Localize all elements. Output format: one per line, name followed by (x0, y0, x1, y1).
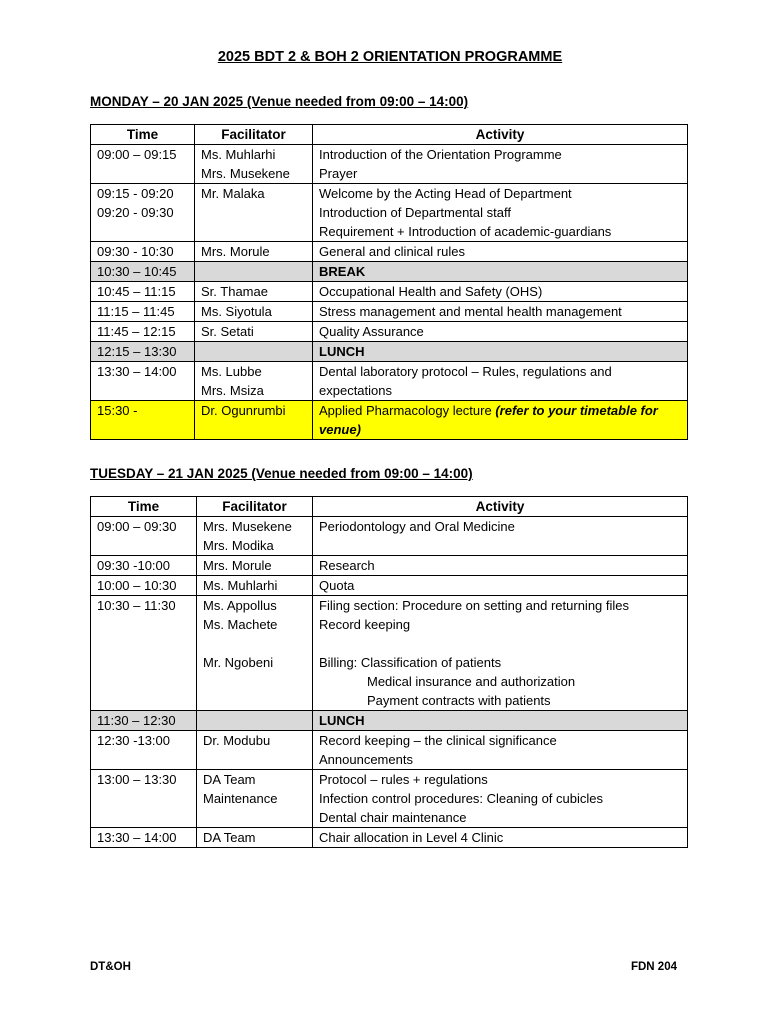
venue-note: (refer to your timetable for venue) (319, 403, 658, 437)
tuesday-heading: TUESDAY – 21 JAN 2025 (Venue needed from 09:00 – 14:00) (90, 466, 473, 481)
activity-cell: Prayer (319, 166, 358, 181)
table-row (91, 770, 688, 828)
table-row (91, 517, 688, 556)
activity-cell: Announcements (319, 752, 413, 767)
table-row (91, 282, 688, 302)
facilitator-cell: Ms. Appollus (203, 598, 277, 613)
col-header-facilitator: Facilitator (197, 497, 313, 517)
activity-cell: Periodontology and Oral Medicine (319, 519, 515, 534)
time-cell: 13:30 – 14:00 (97, 830, 177, 845)
table-row-highlight (91, 401, 688, 440)
table-row (91, 362, 688, 401)
table-row (91, 731, 688, 770)
facilitator-cell: Mrs. Morule (201, 244, 270, 259)
facilitator-cell (201, 262, 306, 281)
monday-heading: MONDAY – 20 JAN 2025 (Venue needed from 09:00 – 14:00) (90, 94, 469, 109)
facilitator-cell: Sr. Thamae (201, 284, 268, 299)
footer-left: DT&OH (90, 961, 131, 973)
col-header-time: Time (91, 125, 195, 145)
activity-cell: Dental laboratory protocol – Rules, regulations and (319, 364, 612, 379)
activity-cell: Infection control procedures: Cleaning of cubicles (319, 791, 603, 806)
col-header-activity: Activity (313, 125, 688, 145)
time-cell: 11:15 – 11:45 (97, 304, 175, 319)
facilitator-cell (201, 342, 306, 361)
facilitator-cell: Mrs. Musekene (203, 519, 292, 534)
facilitator-cell (203, 634, 306, 653)
facilitator-cell: Ms. Muhlarhi (201, 147, 276, 162)
facilitator-cell: Ms. Siyotula (201, 304, 272, 319)
facilitator-cell: Ms. Lubbe (201, 364, 262, 379)
facilitator-cell: Mrs. Modika (203, 538, 274, 553)
facilitator-cell: Mrs. Musekene (201, 166, 290, 181)
facilitator-cell: Mrs. Morule (203, 558, 272, 573)
time-cell: 13:00 – 13:30 (97, 772, 177, 787)
time-cell: 12:30 -13:00 (97, 733, 171, 748)
facilitator-cell: Mr. Ngobeni (203, 655, 274, 670)
facilitator-cell: Ms. Muhlarhi (203, 578, 278, 593)
activity-cell: Medical insurance and authorization (367, 674, 576, 689)
time-cell: 12:15 – 13:30 (97, 344, 177, 359)
activity-cell: expectations (319, 383, 392, 398)
facilitator-cell: Ms. Machete (203, 617, 278, 632)
activity-cell: Dental chair maintenance (319, 810, 467, 825)
table-row (91, 302, 688, 322)
table-row-lunch (91, 711, 688, 731)
time-cell: 09:00 – 09:30 (97, 519, 177, 534)
col-header-activity: Activity (313, 497, 688, 517)
table-row (91, 184, 688, 242)
table-row-lunch (91, 342, 688, 362)
table-row (91, 145, 688, 184)
table-row-break (91, 262, 688, 282)
time-cell: 09:30 - 10:30 (97, 244, 174, 259)
time-cell: 10:30 – 11:30 (97, 598, 176, 613)
table-row (91, 576, 688, 596)
activity-cell: BREAK (319, 264, 366, 279)
activity-cell: Welcome by the Acting Head of Department (319, 186, 572, 201)
table-row (91, 596, 688, 711)
col-header-time: Time (91, 497, 197, 517)
time-cell: 11:45 – 12:15 (97, 324, 176, 339)
time-cell: 11:30 – 12:30 (97, 713, 176, 728)
activity-cell: Requirement + Introduction of academic-guardians (319, 224, 612, 239)
activity-cell: Introduction of the Orientation Programme (319, 147, 562, 162)
facilitator-cell: Dr. Ogunrumbi (201, 403, 286, 418)
time-cell: 09:30 -10:00 (97, 558, 171, 573)
time-cell: 10:30 – 10:45 (97, 264, 177, 279)
activity-cell: Protocol – rules + regulations (319, 772, 488, 787)
time-cell: 15:30 - (97, 403, 138, 418)
facilitator-cell: Dr. Modubu (203, 733, 271, 748)
time-cell: 09:20 - 09:30 (97, 205, 174, 220)
facilitator-cell: Sr. Setati (201, 324, 254, 339)
facilitator-cell: Mrs. Msiza (201, 383, 264, 398)
col-header-facilitator: Facilitator (195, 125, 313, 145)
time-cell: 09:00 – 09:15 (97, 147, 177, 162)
facilitator-cell: DA Team (203, 772, 256, 787)
activity-cell: Chair allocation in Level 4 Clinic (319, 830, 504, 845)
activity-cell: Stress management and mental health management (319, 304, 622, 319)
tuesday-table (90, 496, 688, 848)
table-row (91, 322, 688, 342)
table-row (91, 828, 688, 848)
activity-cell: Applied Pharmacology lecture (319, 403, 492, 418)
activity-cell: LUNCH (319, 344, 365, 359)
footer-right: FDN 204 (630, 961, 677, 973)
activity-cell: Billing: Classification of patients (319, 655, 502, 670)
activity-cell: Occupational Health and Safety (OHS) (319, 284, 543, 299)
monday-table (90, 124, 688, 440)
activity-cell: LUNCH (319, 713, 365, 728)
activity-cell: Payment contracts with patients (367, 693, 551, 708)
activity-cell: Research (319, 558, 375, 573)
activity-cell: Record keeping (319, 617, 411, 632)
page-title: 2025 BDT 2 & BOH 2 ORIENTATION PROGRAMME (217, 49, 563, 65)
activity-cell: Quota (319, 578, 355, 593)
activity-cell: General and clinical rules (319, 244, 465, 259)
facilitator-cell: DA Team (203, 830, 256, 845)
time-cell: 10:00 – 10:30 (97, 578, 177, 593)
activity-cell: Introduction of Departmental staff (319, 205, 511, 220)
facilitator-cell: Mr. Malaka (201, 186, 265, 201)
table-row (91, 556, 688, 576)
time-cell: 13:30 – 14:00 (97, 364, 177, 379)
activity-cell: Record keeping – the clinical significance (319, 733, 557, 748)
facilitator-cell: Maintenance (203, 791, 278, 806)
table-row (91, 242, 688, 262)
activity-cell: Quality Assurance (319, 324, 424, 339)
activity-cell: Filing section: Procedure on setting and returning files (319, 598, 630, 613)
activity-cell (319, 634, 681, 653)
facilitator-cell (203, 711, 306, 730)
time-cell: 09:15 - 09:20 (97, 186, 174, 201)
time-cell: 10:45 – 11:15 (97, 284, 176, 299)
